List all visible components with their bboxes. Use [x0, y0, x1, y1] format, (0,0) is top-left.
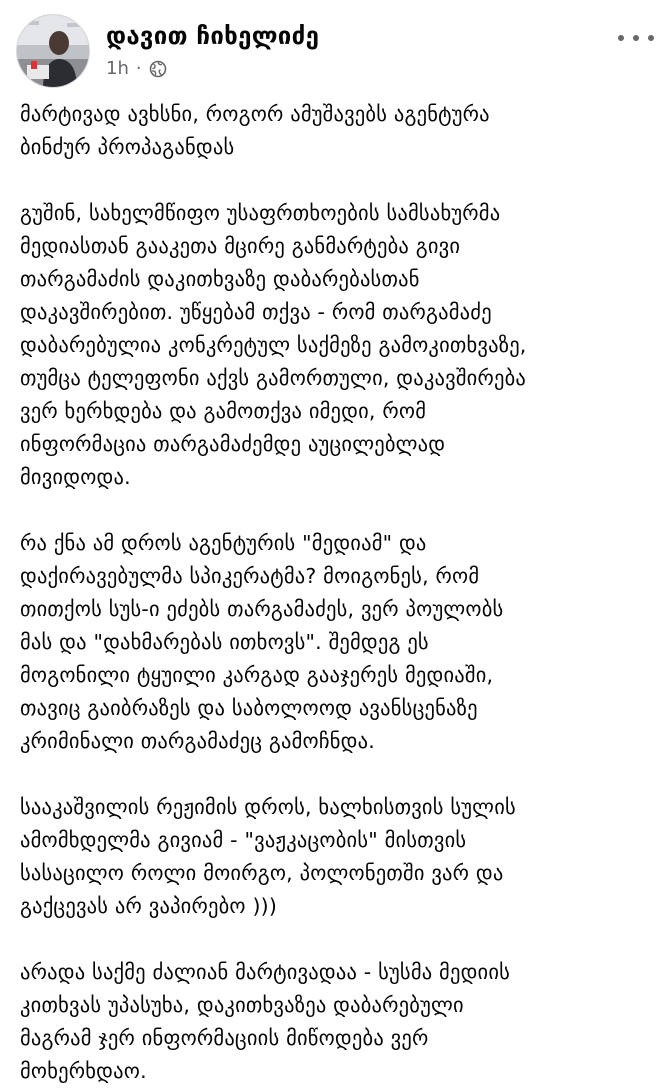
meta-separator: · — [135, 58, 142, 79]
post-timestamp[interactable]: 1h — [106, 58, 129, 79]
post-paragraph: არადა საქმე ძალიან მარტივადაა - სუსმა მედიის კითხვას უპასუხა, დაკითხვაზეა დაბარებული მაგრამ ჯერ ინფორმაციის მიწოდება ვერ მოხერხდაო. — [20, 960, 511, 1083]
more-dots-icon — [618, 35, 624, 41]
post-paragraph: რა ქნა ამ დროს აგენტურის "მედიამ" და დაქირავებულმა სპიკერატმა? მოიგონეს, რომ თითქოს სუს-ი ეძებს თარგამაძეს, ვერ პოულობს მას და "დახმარებას ითხოვს". შემდეგ ეს მოგონილი ტყუილი კარგად გააჯერეს მედიაში, თავიც გაიბრაზეს და საბოლოოდ ავანსცენაზე კრიმინალი თარგამაძეც გამოჩნდა. — [20, 531, 504, 753]
globe-icon[interactable] — [149, 60, 167, 78]
post-meta — [106, 58, 167, 79]
more-dots-icon — [633, 35, 639, 41]
post-header — [16, 14, 654, 86]
more-options-button[interactable] — [618, 26, 654, 50]
author-name[interactable]: დავით ჩიხელიძე — [106, 22, 320, 50]
avatar-photo-icon — [17, 15, 90, 88]
author-avatar[interactable] — [16, 14, 90, 88]
more-dots-icon — [648, 35, 654, 41]
post-paragraph: გუშინ, სახელმწიფო უსაფრთხოების სამსახურმა მედიასთან გააკეთა მცირე განმარტება გივი თარგამაძის დაკითხვაზე დაბარებასთან დაკავშირებით. უწყებამ თქვა - რომ თარგამაძე დაბარებულია კონკრეტულ საქმეზე გამოკითხვაზე, თუმცა ტელეფონი აქვს გამორთული, დაკავშირება ვერ ხერხდება და გამოთქვა იმედი, რომ ინფორმაცია თარგამაძემდე აუცილებლად მივიდოდა. — [20, 201, 527, 489]
post-paragraph: მარტივად ავხსნი, როგორ ამუშავებს აგენტურა ბინძურ პროპაგანდას — [20, 102, 490, 159]
post-text — [20, 98, 656, 1088]
post-paragraph: სააკაშვილის რეჟიმის დროს, ხალხისთვის სულის ამომხდელმა გივიამ - "ვაჟკაცობის" მისთვის სასაცილო როლი მოირგო, პოლონეთში ვარ და გაქცევას არ ვაპირებო ))) — [20, 795, 516, 918]
